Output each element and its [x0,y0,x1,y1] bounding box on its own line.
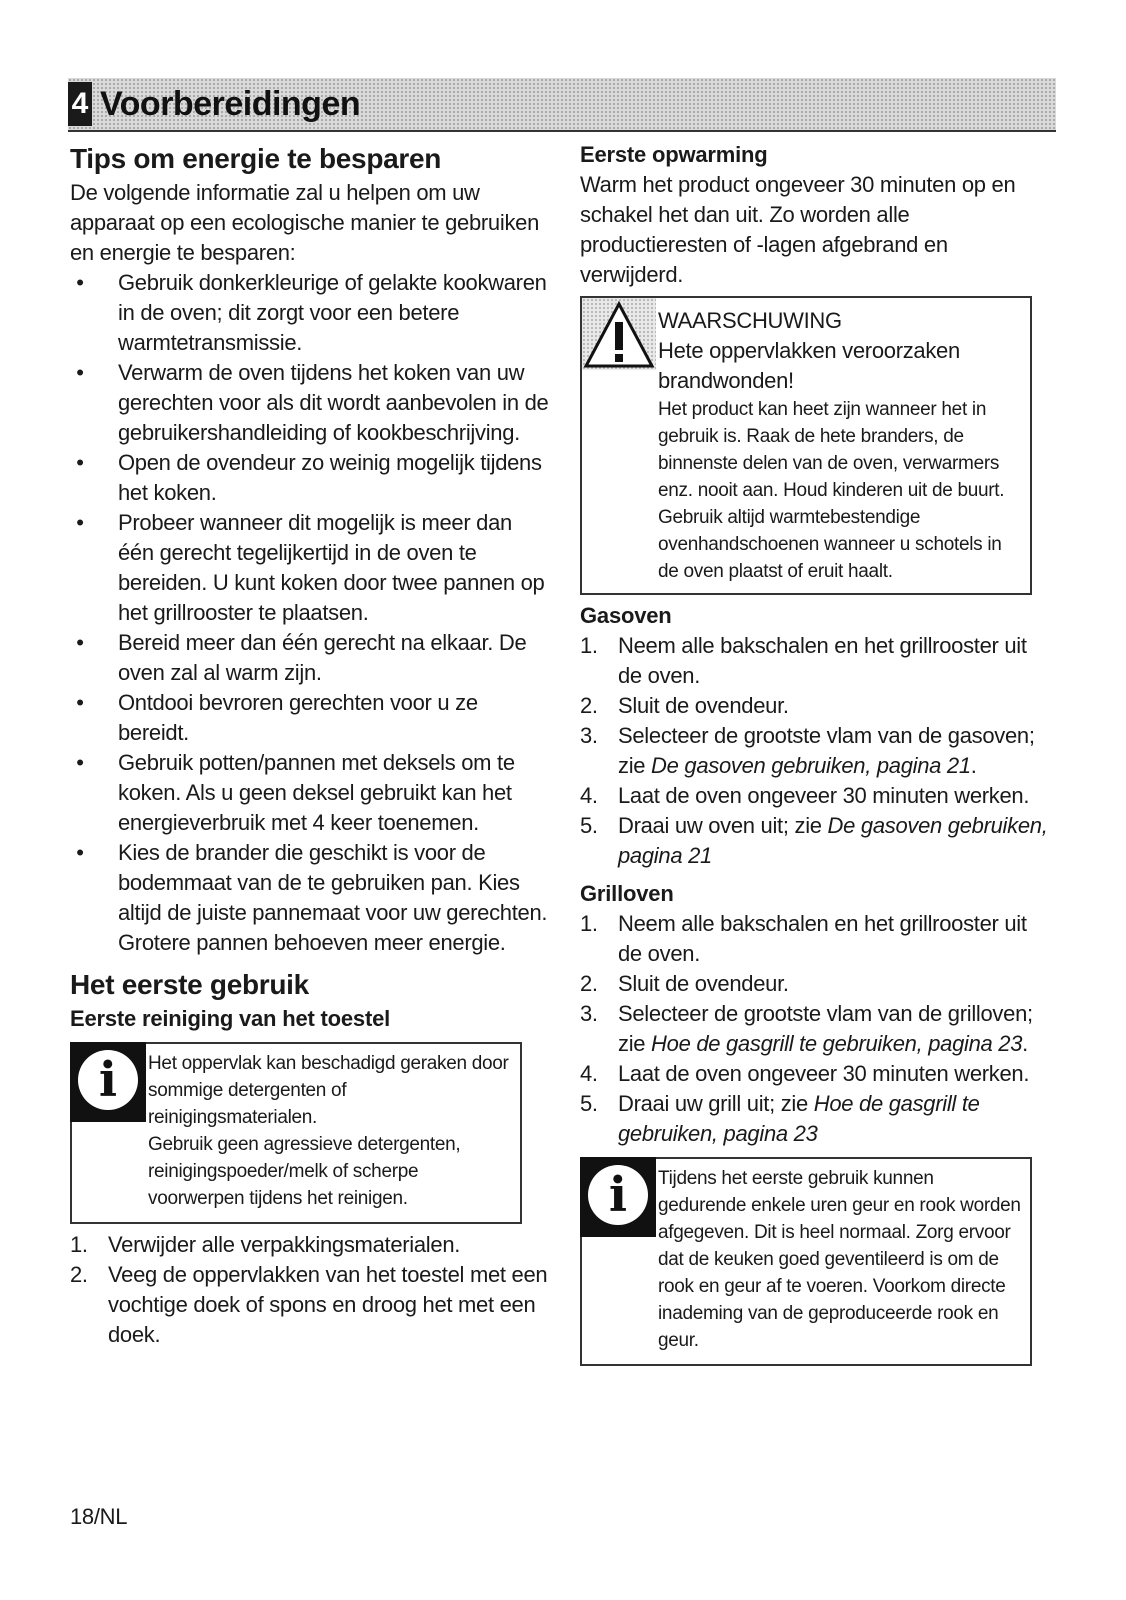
grill-oven-steps [580,909,1056,1149]
cleaning-info-box [70,1042,522,1224]
cross-reference: Hoe de gasgrill te gebruiken, pagina 23 [618,1091,980,1146]
info-text: Tijdens het eerste gebruik kunnen gedurende enkele uren geur en rook worden afgegeven. Dit is heel normaal. Zorg ervoor dat de keuken goed geventileerd is om de rook en geur af te voeren. Voorkom directe inademing van de geproduceerde rook en geur. [658,1168,1021,1351]
list-item: • Bereid meer dan één gerecht na elkaar. De oven zal al warm zijn. [70,628,550,688]
cleaning-steps [70,1230,550,1350]
cross-reference: De gasoven gebruiken, pagina 21 [651,753,971,778]
warning-text: Het product kan heet zijn wanneer het in gebruik is. Raak de hete branders, de binnenste delen van de oven, verwarmers enz. nooit aan. Houd kinderen uit de buurt. Gebruik altijd warmtebestendige ovenhandschoenen wanneer u schotels in de oven plaatst of eruit haalt. [658,399,1005,582]
list-item: 2. Sluit de ovendeur. [580,971,789,996]
bullet-icon: • [76,270,84,295]
list-item: 4. Laat de oven ongeveer 30 minuten werken. [580,783,1030,808]
tips-list [70,268,550,958]
bullet-icon: • [76,690,84,715]
cross-reference: De gasoven gebruiken, pagina 21 [618,813,1048,868]
info-icon: i [70,1042,146,1122]
bullet-icon: • [76,450,84,475]
list-item: 3. Selecteer de grootste vlam van de grilloven; zie Hoe de gasgrill te gebruiken, pagina 23. [580,1001,1033,1056]
info-text-2: Gebruik geen agressieve detergenten, reinigingspoeder/melk of scherpe voorwerpen tijdens het reinigen. [148,1134,461,1209]
list-item: 2. Veeg de oppervlakken van het toestel met een vochtige doek of spons en droog het met een doek. [70,1262,548,1347]
chapter-number: 4 [68,82,92,126]
chapter-header [68,78,1056,130]
page-number: 18/NL [70,1504,128,1529]
bullet-icon: • [76,630,84,655]
list-item: 5. Draai uw grill uit; zie Hoe de gasgrill te gebruiken, pagina 23 [580,1091,980,1146]
info-icon: i [580,1157,656,1237]
cleaning-heading: Eerste reiniging van het toestel [70,1006,391,1031]
bullet-icon: • [76,360,84,385]
warmup-text: Warm het product ongeveer 30 minuten op en schakel het dan uit. Zo worden alle productieresten of -lagen afgebrand en verwijderd. [580,172,1016,287]
warning-lead: Hete oppervlakken veroorzaken brandwonden! [658,338,960,393]
chapter-title: Voorbereidingen [100,85,361,123]
first-use-heading: Het eerste gebruik [70,969,309,1000]
grill-oven-heading: Grilloven [580,881,674,906]
list-item: • Ontdooi bevroren gerechten voor u ze bereidt. [70,688,550,748]
list-item: • Verwarm de oven tijdens het koken van uw gerechten voor als dit wordt aanbevolen in de gebruikershandleiding of kookbeschrijving. [70,358,550,448]
warmup-heading: Eerste opwarming [580,142,768,167]
bullet-icon: • [76,510,84,535]
bullet-icon: • [76,750,84,775]
list-item: • Gebruik donkerkleurige of gelakte kookwaren in de oven; dit zorgt voor een betere warmtetransmissie. [70,268,550,358]
gas-oven-heading: Gasoven [580,603,672,628]
list-item: 3. Selecteer de grootste vlam van de gasoven; zie De gasoven gebruiken, pagina 21. [580,723,1035,778]
list-item: • Open de ovendeur zo weinig mogelijk tijdens het koken. [70,448,550,508]
list-item: 1. Neem alle bakschalen en het grillrooster uit de oven. [580,633,1027,688]
first-use-info-box [580,1157,1032,1366]
bullet-icon: • [76,840,84,865]
list-item: • Gebruik potten/pannen met deksels om te koken. Als u geen deksel gebruikt kan het energieverbruik met 4 keer toenemen. [70,748,550,838]
tips-heading: Tips om energie te besparen [70,143,442,174]
list-item: 4. Laat de oven ongeveer 30 minuten werken. [580,1061,1030,1086]
list-item: 2. Sluit de ovendeur. [580,693,789,718]
list-item: 5. Draai uw oven uit; zie De gasoven gebruiken, pagina 21 [580,813,1048,868]
warning-box [580,296,1032,595]
list-item: • Probeer wanneer dit mogelijk is meer dan één gerecht tegelijkertijd in de oven te bereiden. U kunt koken door twee pannen op het grillrooster te plaatsen. [70,508,550,628]
cross-reference: Hoe de gasgrill te gebruiken, pagina 23 [651,1031,1023,1056]
warning-triangle-icon [582,298,656,370]
list-item: 1. Verwijder alle verpakkingsmaterialen. [70,1232,461,1257]
list-item: 1. Neem alle bakschalen en het grillrooster uit de oven. [580,911,1027,966]
list-item: • Kies de brander die geschikt is voor de bodemmaat van de te gebruiken pan. Kies altijd de juiste pannemaat voor uw gerechten. Grotere pannen behoeven meer energie. [70,838,550,958]
left-column [70,140,550,1350]
gas-oven-steps [580,631,1056,871]
tips-intro: De volgende informatie zal u helpen om uw apparaat op een ecologische manier te gebruiken en energie te besparen: [70,180,540,265]
header-rule [68,130,1056,132]
right-column [580,140,1056,1366]
warning-title: WAARSCHUWING [658,308,842,333]
info-text-1: Het oppervlak kan beschadigd geraken door sommige detergenten of reinigingsmaterialen. [148,1053,509,1128]
